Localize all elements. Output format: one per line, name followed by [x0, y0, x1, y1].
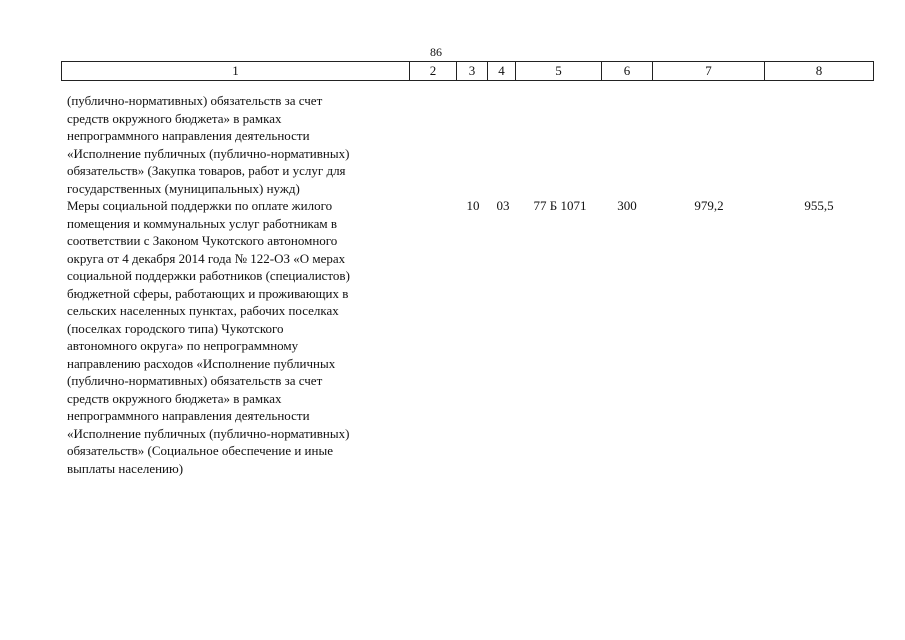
row-description-continued: (публично-нормативных) обязательств за счет средств окружного бюджета» в рамках непрограммного направления деятельности «Исполнение публичных (публично-нормативных) обязательств» (Закупка товаров, работ и услуг для государственных (муниципальных) нужд) [67, 93, 350, 196]
table-header [61, 61, 874, 81]
header-col-8: 8 [765, 62, 874, 81]
header-col-5: 5 [516, 62, 602, 81]
header-col-3: 3 [457, 62, 488, 81]
header-col-1: 1 [62, 62, 410, 81]
header-col-7: 7 [653, 62, 765, 81]
page-number: 86 [430, 45, 442, 59]
row-description: Меры социальной поддержки по оплате жилого помещения и коммунальных услуг работникам в соответствии с Законом Чукотского автономного округа от 4 декабря 2014 года № 122-ОЗ «О мерах социальной поддержки работников (специалистов) бюджетной сферы, работающих и проживающих в сельских населенных пунктах, рабочих поселках (поселках городского типа) Чукотского автономного округа» по непрограммному направлению расходов «Исполнение публичных (публично-нормативных) обязательств за счет средств окружного бюджета» в рамках непрограммного направления деятельности «Исполнение публичных (публично-нормативных) обязательств» (Социальное обеспечение и иные выплаты населению) [67, 198, 350, 476]
header-col-4: 4 [488, 62, 516, 81]
cell-amount-2: 955,5 [804, 198, 834, 213]
header-col-6: 6 [602, 62, 653, 81]
header-col-2: 2 [410, 62, 457, 81]
cell-target-item: 77 Б 1071 [533, 198, 587, 213]
cell-amount-1: 979,2 [694, 198, 724, 213]
cell-expense-type: 300 [617, 198, 637, 213]
cell-subsection: 03 [496, 198, 510, 213]
header-row [62, 62, 874, 81]
cell-section: 10 [466, 198, 480, 213]
